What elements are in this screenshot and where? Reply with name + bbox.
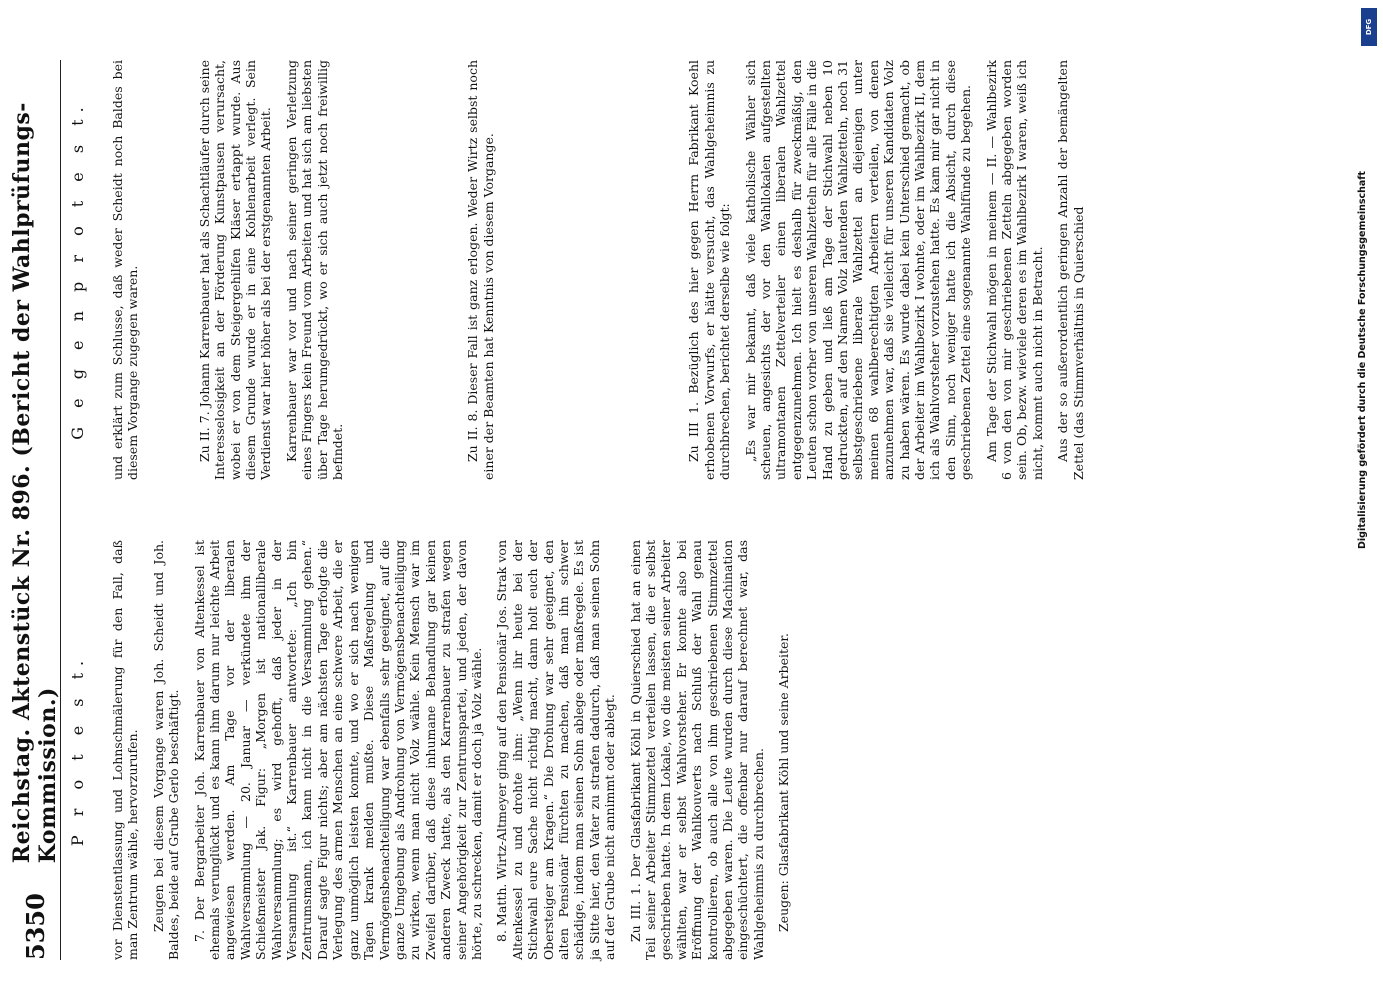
witness-paragraph: Zeugen bei diesem Vorgange waren Joh. Scheidt und Joh. Baldes, beide auf Grube Gerlo beschäftigt.	[150, 540, 182, 960]
gegenprotest-column	[110, 60, 1096, 480]
gegenprotest-heading: G e g e n p r o t e s t.	[68, 100, 87, 440]
paragraph: Zu II. 8. Dieser Fall ist ganz erlogen. Weder Wirtz selbst noch einer der Beamten hat Kenntnis von diesem Vorgange.	[465, 60, 496, 480]
paragraph: Aus der so außerordentlich geringen Anzahl der bemängelten Zettel (das Stimmverhältnis in Quierschied	[1055, 60, 1086, 480]
protest-column	[110, 540, 802, 960]
paragraph: Am Tage der Stichwahl mögen in meinem — II. — Wahlbezirk 6 von den von mir geschriebenen Zetteln abgegeben worden sein. Ob, bezw. wieviele deren es im Wahlbezirk I waren, weiß ich nicht, kommt auch nicht in Betracht.	[983, 60, 1045, 480]
header-rule	[60, 60, 61, 960]
funding-credit: Digitalisierung gefördert durch die Deutsche Forschungsgemeinschaft	[1357, 171, 1368, 549]
paragraph: vor Dienstentlassung und Lohnschmälerung für den Fall, daß man Zentrum wähle, hervorzurufen.	[110, 540, 141, 960]
paragraph: „Es war mir bekannt, daß viele katholische Wähler sich scheuen, angesichts der vor den Wahllokalen aufgestellten ultramontanen Zettelverteiler einen liberalen Wahlzettel entgegenzunehmen. Ich hielt es deshalb für zweckmäßig, den Leuten schon vorher von unseren Wahlzetteln für alle Fälle in die Hand zu geben und ließ am Tage der Stichwahl neben 10 gedruckten, auf den Namen Volz lautenden Wahlzetteln, noch 31 selbstgeschriebene liberale Wahlzettel an diejenigen unter meinen 68 wahlberechtigten Arbeitern verteilen, von denen anzunehmen war, daß sie vielleicht für unseren Kandidaten Volz zu haben wären. Es wurde dabei kein Unterschied gemacht, ob der Arbeiter im Wahlbezirk I wohnte, oder im Wahlbezirk II, dem ich als Wahlvorsteher vorzustehen hatte. Es kam mir gar nicht in den Sinn, noch weniger hatte ich die Absicht, durch diese geschriebenen Zettel eine sogenannte Wahlfünde zu begehen.	[742, 60, 974, 480]
paragraph: Zu III 1. Bezüglich des hier gegen Herrn Fabrikant Koehl erhobenen Vorwurfs, er hätte versucht, das Wahlgeheimnis zu durchbrechen, berichtet derselbe wie folgt:	[686, 60, 733, 480]
page-header	[9, 80, 61, 960]
page-number: 5350	[20, 893, 50, 960]
paragraph: 8. Matth. Wirtz-Altmeyer ging auf den Pensionär Jos. Strak von Altenkessel zu und drohte ihm: „Wenn ihr heute bei der Stichwahl eure Sache nicht richtig macht, dann holt euch der Obersteiger am Kragen.“ Die Drohung war sehr geeignet, den alten Pensionär fürchten zu machen, daß man ihn schwer schädige, indem man seinen Sohn ablege oder maßregele. Es ist ja Sitte hier, den Vater zu strafen dadurch, daß man seinen Sohn auf der Grube nicht annimmt oder ablegt.	[494, 540, 618, 960]
paragraph: 7. Der Bergarbeiter Joh. Karrenbauer von Altenkessel ist ehemals verunglückt und es kann ihm darum nur leichte Arbeit angewiesen werden. Am Tage vor der liberalen Wahlversammlung — 20. Januar — verkündete ihm der Schießmeister Jak. Figur: „Morgen ist nationalliberale Wahlversammlung; es wird gehofft, daß jeder in der Versammlung ist.“ Karrenbauer antwortete: „Ich bin Zentrumsmann, ich kann nicht in die Versammlung gehen.“ Darauf sagte Figur nichts; aber am nächsten Tage erfolgte die Verlegung des armen Menschen an eine schwere Arbeit, die er ganz unmöglich leisten konnte, und wo er sich nach wenigen Tagen krank melden mußte. Diese Maßregelung und Vermögensbenachteiligung war ebenfalls sehr geeignet, auf die ganze Umgebung als Androhung von Vermögensbenachteiligung zu wirken, wenn man nicht Volz wähle. Kein Mensch war im Zweifel darüber, daß diese inhumane Behandlung gar keinen anderen Zweck hatte, als den Karrenbauer zu strafen wegen seiner Angehörigkeit zur Zentrumspartei, und jeden, der davon hörte, zu schrecken, damit er doch ja Volz wähle.	[191, 540, 484, 960]
protest-heading: P r o t e s t.	[68, 653, 87, 847]
funding-sidebar	[1357, 0, 1383, 1000]
paragraph: Karrenbauer war vor und nach seiner geringen Verletzung eines Fingers kein Freund vom Arbeiten und hat sich am liebsten über Tage herumgedrückt, wo er sich auch jetzt noch freiwillig befindet.	[283, 60, 346, 480]
paragraph: Zu III. 1. Der Glasfabrikant Köhl in Quierschied hat an einen Teil seiner Arbeiter Stimmzettel verteilen lassen, die er selbst geschrieben hatte. In dem Lokale, wo die meisten seiner Arbeiter wählten, war er selbst Wahlvorsteher. Er konnte also bei Eröffnung der Wahlkouverts nach Schluß der Wahl genau kontrollieren, ob auch alle von ihm geschriebenen Stimmzettel abgegeben waren. Die Leute wurden durch diese Machination eingeschüchtert, die offenbar nur darauf berechnet war, das Wahlgeheimnis zu durchbrechen.	[627, 540, 766, 960]
witness-paragraph: Zeugen: Glasfabrikant Köhl und seine Arbeiter.	[776, 633, 792, 932]
header-title: Reichstag. Aktenstück Nr. 896. (Bericht der Wahlprüfungs-Kommission.)	[9, 102, 61, 864]
paragraph: und erklärt zum Schlusse, daß weder Scheidt noch Baldes bei diesem Vorgange zugegen waren.	[110, 60, 141, 480]
paragraph: Zu II. 7. Johann Karrenbauer hat als Schachtläufer durch seine Interesselosigkeit an der Förderung Kunstpausen verursacht, wobei er von dem Steigergehilfen Kläser ertappt wurde. Aus diesem Grunde wurde er in eine Kohlenarbeit verlegt. Sein Verdienst war hier höher als bei der erstgenannten Arbeit.	[196, 60, 274, 480]
dfg-logo: DFG	[1361, 8, 1377, 46]
